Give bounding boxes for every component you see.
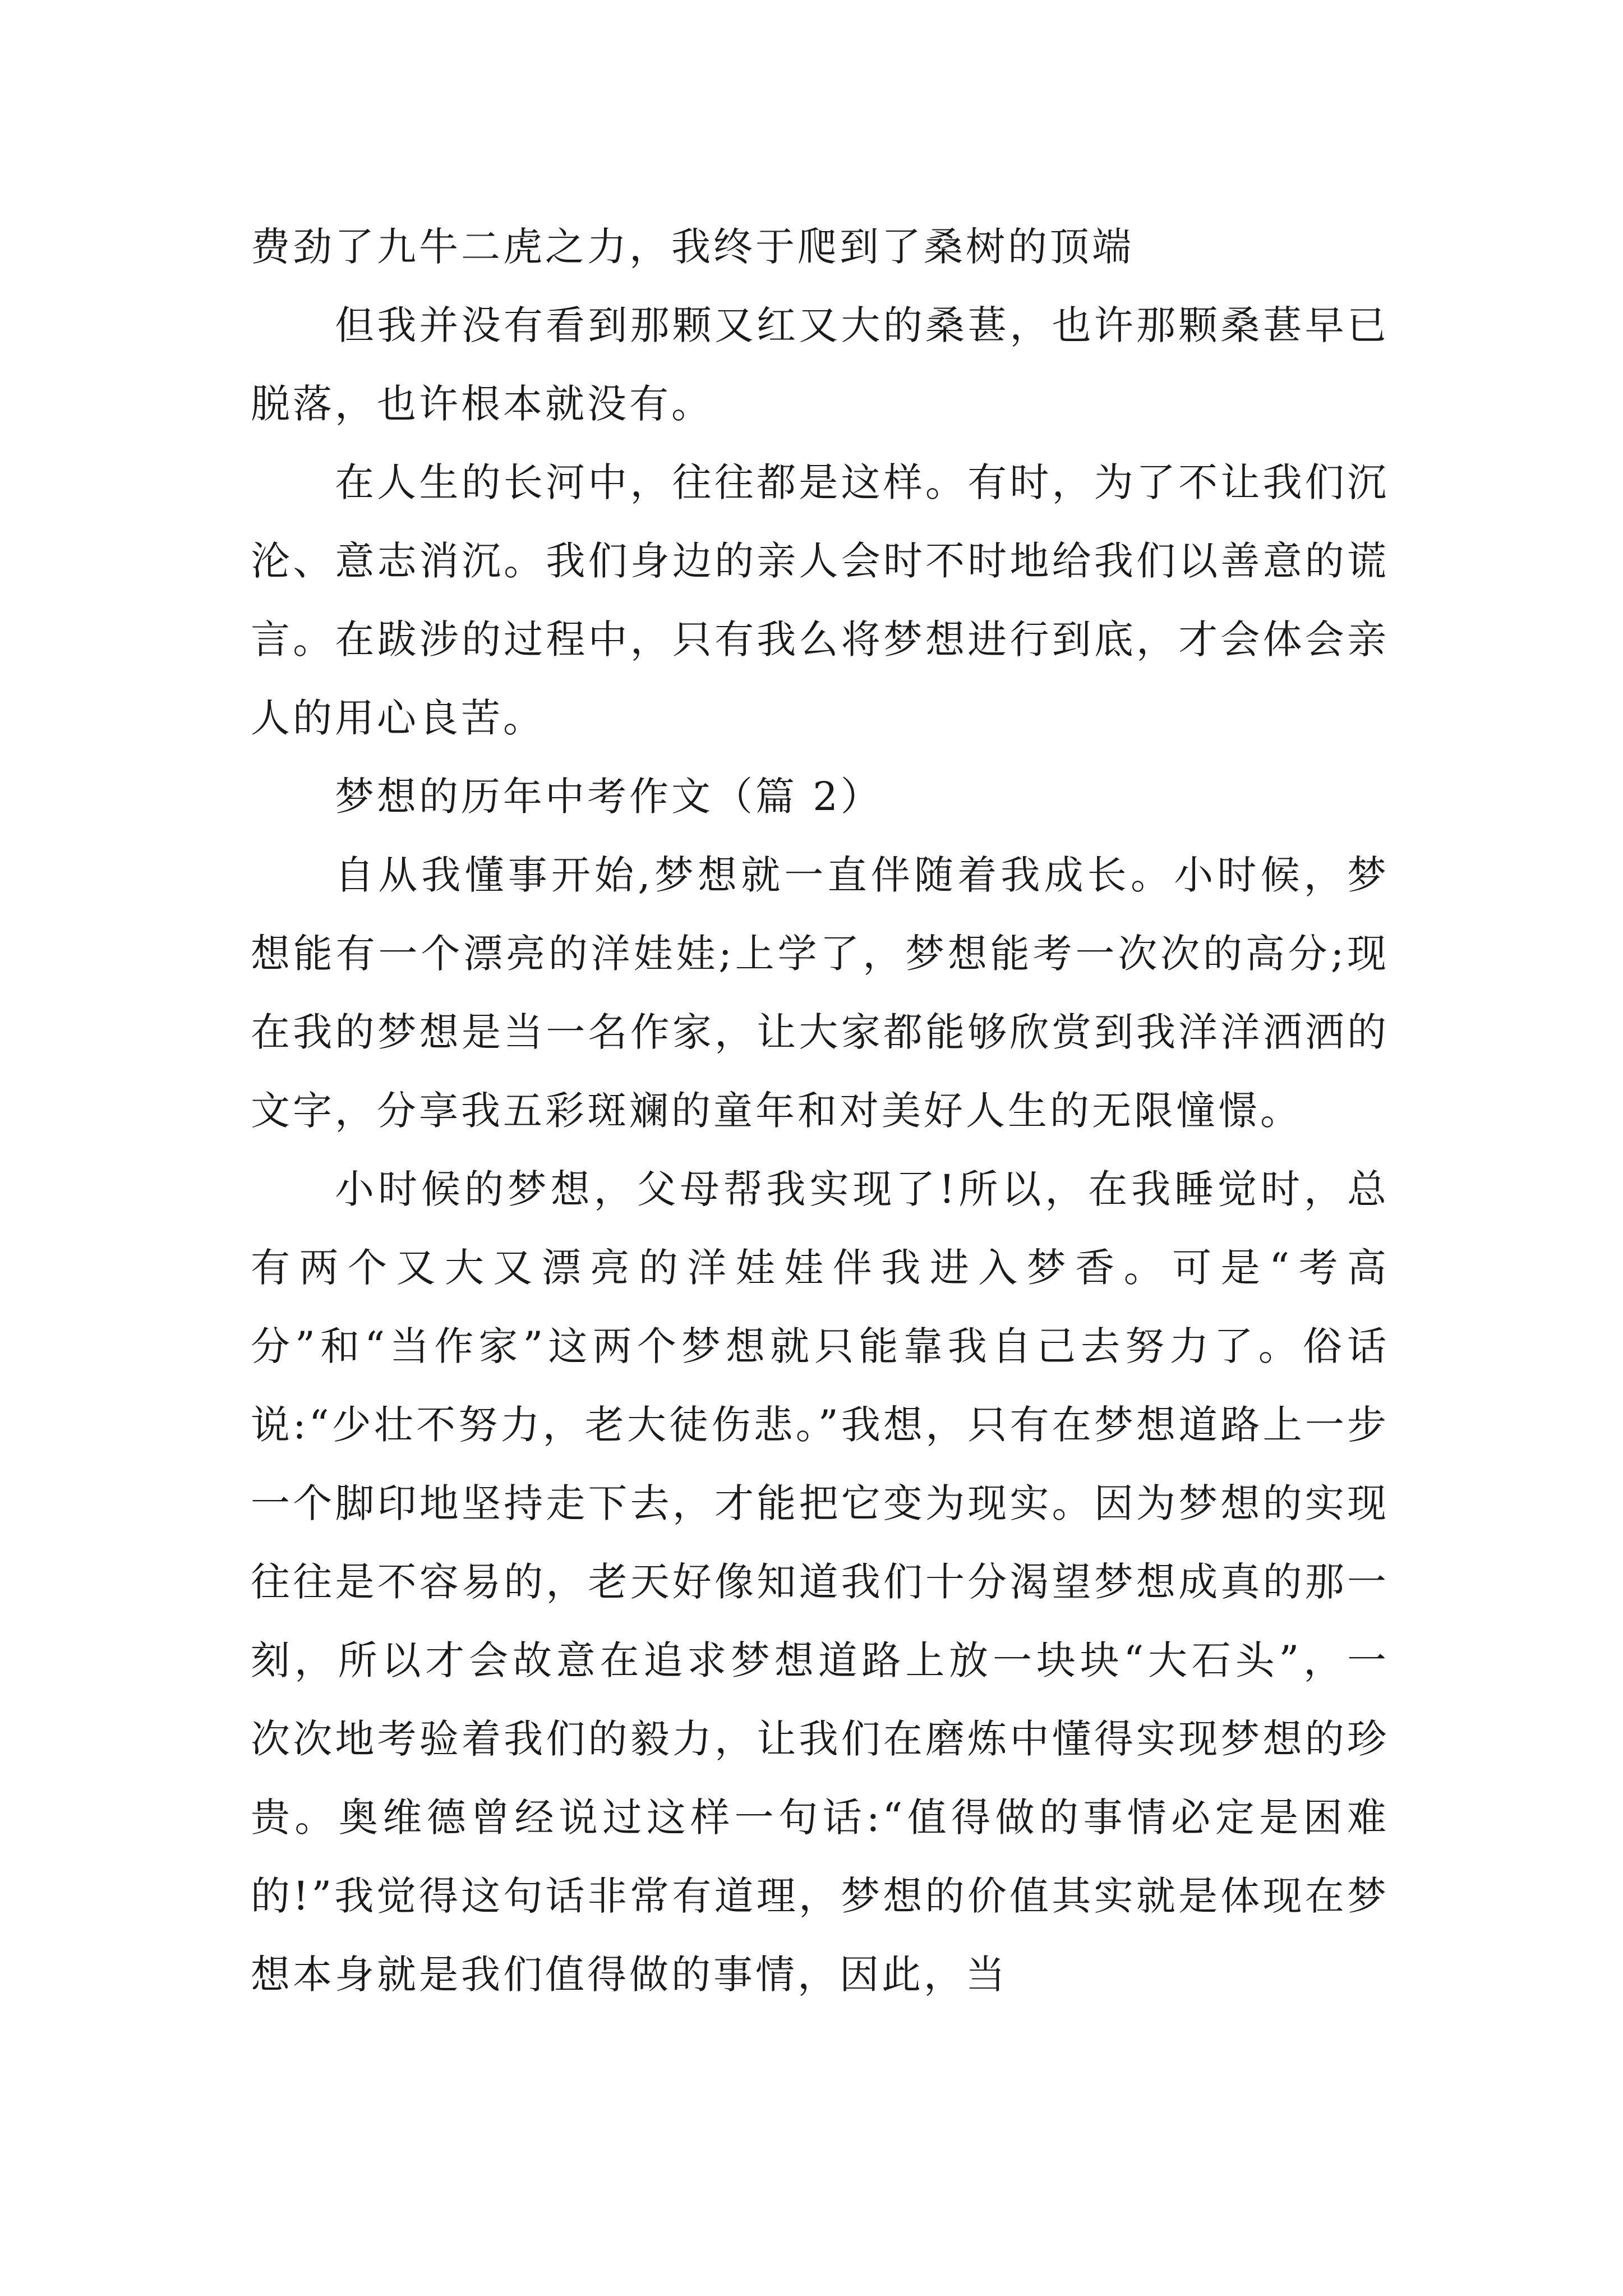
paragraph-2: 但我并没有看到那颗又红又大的桑葚，也许那颗桑葚早已脱落，也许根本就没有。 bbox=[251, 302, 1389, 427]
paragraph-3: 在人生的长河中，往往都是这样。有时，为了不让我们沉沦、意志消沉。我们身边的亲人会时不时地给我们以善意的谎言。在跋涉的过程中，只有我么将梦想进行到底，才会体会亲人的用心良苦。 bbox=[251, 459, 1389, 741]
paragraph-4: 自从我懂事开始,梦想就一直伴随着我成长。小时候，梦想能有一个漂亮的洋娃娃;上学了，梦想能考一次次的高分;现在我的梦想是当一名作家，让大家都能够欣赏到我洋洋洒洒的文字，分享我五彩斑斓的童年和对美好人生的无限憧憬。 bbox=[251, 852, 1389, 1134]
document-body bbox=[251, 208, 1389, 2014]
paragraph-5: 小时候的梦想，父母帮我实现了!所以，在我睡觉时，总有两个又大又漂亮的洋娃娃伴我进入梦香。可是“考高分”和“当作家”这两个梦想就只能靠我自己去努力了。俗话说:“少壮不努力，老大徒伤悲。”我想，只有在梦想道路上一步一个脚印地坚持走下去，才能把它变为现实。因为梦想的实现往往是不容易的，老天好像知道我们十分渴望梦想成真的那一刻，所以才会故意在追求梦想道路上放一块块“大石头”，一次次地考验着我们的毅力，让我们在磨炼中懂得实现梦想的珍贵。奥维德曾经说过这样一句话:“值得做的事情必定是困难的!”我觉得这句话非常有道理，梦想的价值其实就是体现在梦想本身就是我们值得做的事情，因此，当 bbox=[251, 1166, 1389, 1998]
section-heading: 梦想的历年中考作文（篇 2） bbox=[335, 774, 883, 820]
paragraph-1: 费劲了九牛二虎之力，我终于爬到了桑树的顶端 bbox=[251, 224, 1134, 270]
